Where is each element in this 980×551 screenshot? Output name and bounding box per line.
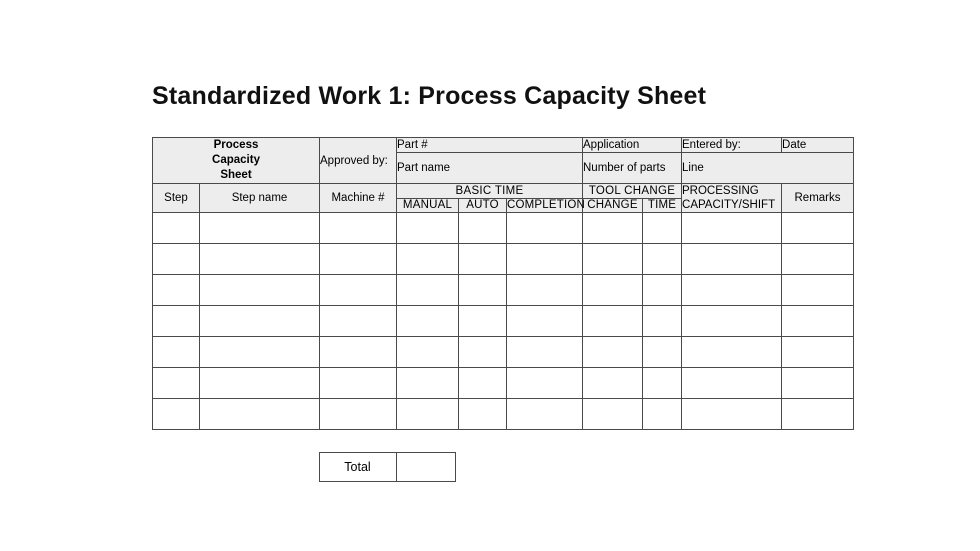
cell-auto[interactable] bbox=[459, 306, 507, 337]
number-of-parts-label: Number of parts bbox=[583, 162, 666, 174]
col-change-label: CHANGE bbox=[587, 199, 638, 212]
cell-step[interactable] bbox=[153, 399, 200, 430]
application-label: Application bbox=[583, 139, 640, 151]
part-name-field[interactable] bbox=[397, 153, 583, 184]
cell-remarks[interactable] bbox=[782, 399, 854, 430]
entered-by-field[interactable] bbox=[682, 138, 782, 153]
col-step-label: Step bbox=[164, 192, 188, 204]
cell-step[interactable] bbox=[153, 275, 200, 306]
date-field[interactable] bbox=[782, 138, 854, 153]
table-row[interactable] bbox=[153, 337, 854, 368]
table-row[interactable] bbox=[153, 213, 854, 244]
cell-machine[interactable] bbox=[320, 399, 397, 430]
col-group-basic-time-label: BASIC TIME bbox=[455, 184, 524, 197]
cell-machine[interactable] bbox=[320, 368, 397, 399]
cell-completion[interactable] bbox=[507, 275, 583, 306]
application-field[interactable] bbox=[583, 138, 682, 153]
cell-capacity[interactable] bbox=[682, 244, 782, 275]
col-completion bbox=[507, 198, 586, 213]
col-step-name bbox=[200, 184, 320, 213]
form-name-line-3: Sheet bbox=[220, 169, 252, 181]
col-group-tool-change bbox=[583, 184, 682, 199]
col-group-basic-time bbox=[397, 184, 583, 199]
form-name-line-1: Process bbox=[213, 139, 259, 151]
total-section bbox=[152, 452, 833, 482]
line-label: Line bbox=[682, 162, 704, 174]
cell-machine[interactable] bbox=[320, 306, 397, 337]
total-label: Total bbox=[319, 453, 396, 482]
cell-step-name[interactable] bbox=[200, 306, 320, 337]
part-number-field[interactable] bbox=[397, 138, 583, 153]
col-auto-label: AUTO bbox=[466, 199, 499, 212]
table-row[interactable] bbox=[153, 244, 854, 275]
cell-time[interactable] bbox=[643, 213, 682, 244]
cell-step-name[interactable] bbox=[200, 213, 320, 244]
col-step-name-label: Step name bbox=[231, 192, 288, 204]
table-row[interactable] bbox=[153, 368, 854, 399]
cell-auto[interactable] bbox=[459, 399, 507, 430]
col-change bbox=[583, 198, 643, 213]
col-processing-capacity bbox=[682, 184, 782, 213]
cell-capacity[interactable] bbox=[682, 399, 782, 430]
table-row[interactable] bbox=[153, 275, 854, 306]
date-label: Date bbox=[782, 139, 807, 151]
cell-remarks[interactable] bbox=[782, 213, 854, 244]
cell-remarks[interactable] bbox=[782, 275, 854, 306]
cell-capacity[interactable] bbox=[682, 306, 782, 337]
cell-change[interactable] bbox=[583, 275, 643, 306]
col-completion-label: COMPLETION bbox=[507, 199, 586, 212]
col-manual bbox=[397, 198, 459, 213]
cell-remarks[interactable] bbox=[782, 368, 854, 399]
cell-time[interactable] bbox=[643, 399, 682, 430]
cell-step-name[interactable] bbox=[200, 368, 320, 399]
cell-manual[interactable] bbox=[397, 306, 459, 337]
cell-change[interactable] bbox=[583, 337, 643, 368]
cell-remarks[interactable] bbox=[782, 337, 854, 368]
cell-completion[interactable] bbox=[507, 213, 583, 244]
cell-machine[interactable] bbox=[320, 337, 397, 368]
cell-time[interactable] bbox=[643, 275, 682, 306]
col-machine-number-label: Machine # bbox=[331, 192, 385, 204]
col-manual-label: MANUAL bbox=[402, 199, 453, 212]
approved-by-field[interactable] bbox=[320, 138, 397, 184]
total-value[interactable] bbox=[396, 453, 455, 482]
cell-auto[interactable] bbox=[459, 244, 507, 275]
cell-step[interactable] bbox=[153, 337, 200, 368]
cell-completion[interactable] bbox=[507, 399, 583, 430]
cell-step-name[interactable] bbox=[200, 399, 320, 430]
line-field[interactable] bbox=[682, 153, 854, 184]
col-processing-capacity-line-1: PROCESSING bbox=[682, 185, 759, 197]
cell-capacity[interactable] bbox=[682, 337, 782, 368]
cell-completion[interactable] bbox=[507, 337, 583, 368]
cell-auto[interactable] bbox=[459, 337, 507, 368]
cell-manual[interactable] bbox=[397, 213, 459, 244]
cell-remarks[interactable] bbox=[782, 306, 854, 337]
part-number-label: Part # bbox=[397, 139, 428, 151]
cell-time[interactable] bbox=[643, 337, 682, 368]
entered-by-label: Entered by: bbox=[682, 139, 741, 151]
total-spacer bbox=[152, 453, 319, 482]
cell-remarks[interactable] bbox=[782, 244, 854, 275]
cell-completion[interactable] bbox=[507, 306, 583, 337]
cell-time[interactable] bbox=[643, 244, 682, 275]
part-name-label: Part name bbox=[397, 162, 451, 174]
cell-time[interactable] bbox=[643, 368, 682, 399]
table-row[interactable] bbox=[153, 306, 854, 337]
approved-by-label: Approved by: bbox=[320, 154, 388, 167]
col-step bbox=[153, 184, 200, 213]
total-row bbox=[152, 453, 455, 482]
cell-step-name[interactable] bbox=[200, 244, 320, 275]
cell-manual[interactable] bbox=[397, 275, 459, 306]
cell-manual[interactable] bbox=[397, 368, 459, 399]
cell-capacity[interactable] bbox=[682, 368, 782, 399]
form-name-line-2: Capacity bbox=[212, 154, 260, 166]
cell-auto[interactable] bbox=[459, 213, 507, 244]
cell-change[interactable] bbox=[583, 244, 643, 275]
cell-machine[interactable] bbox=[320, 213, 397, 244]
cell-step[interactable] bbox=[153, 213, 200, 244]
col-machine-number bbox=[320, 184, 397, 213]
col-remarks bbox=[782, 184, 854, 213]
col-auto bbox=[459, 198, 507, 213]
number-of-parts-field[interactable] bbox=[583, 153, 682, 184]
cell-step-name[interactable] bbox=[200, 275, 320, 306]
header-row-1 bbox=[153, 138, 854, 153]
col-time bbox=[643, 198, 682, 213]
cell-capacity[interactable] bbox=[682, 213, 782, 244]
cell-manual[interactable] bbox=[397, 244, 459, 275]
col-group-tool-change-label: TOOL CHANGE bbox=[588, 184, 676, 197]
cell-completion[interactable] bbox=[507, 244, 583, 275]
cell-step[interactable] bbox=[153, 244, 200, 275]
cell-auto[interactable] bbox=[459, 275, 507, 306]
form-name-cell bbox=[153, 138, 320, 184]
cell-change[interactable] bbox=[583, 306, 643, 337]
cell-manual[interactable] bbox=[397, 337, 459, 368]
cell-step-name[interactable] bbox=[200, 337, 320, 368]
cell-auto[interactable] bbox=[459, 368, 507, 399]
cell-change[interactable] bbox=[583, 213, 643, 244]
cell-step[interactable] bbox=[153, 306, 200, 337]
cell-completion[interactable] bbox=[507, 368, 583, 399]
total-table bbox=[152, 452, 456, 482]
cell-change[interactable] bbox=[583, 368, 643, 399]
column-header-row-1 bbox=[153, 184, 854, 199]
process-capacity-sheet bbox=[152, 137, 841, 430]
cell-step[interactable] bbox=[153, 368, 200, 399]
cell-manual[interactable] bbox=[397, 399, 459, 430]
col-time-label: TIME bbox=[647, 199, 677, 212]
cell-change[interactable] bbox=[583, 399, 643, 430]
cell-machine[interactable] bbox=[320, 244, 397, 275]
cell-machine[interactable] bbox=[320, 275, 397, 306]
table-row[interactable] bbox=[153, 399, 854, 430]
col-processing-capacity-line-2: CAPACITY/SHIFT bbox=[682, 199, 776, 211]
col-remarks-label: Remarks bbox=[794, 192, 841, 204]
cell-capacity[interactable] bbox=[682, 275, 782, 306]
cell-time[interactable] bbox=[643, 306, 682, 337]
sheet-table bbox=[152, 137, 854, 430]
page-title: Standardized Work 1: Process Capacity Sheet bbox=[152, 82, 707, 110]
